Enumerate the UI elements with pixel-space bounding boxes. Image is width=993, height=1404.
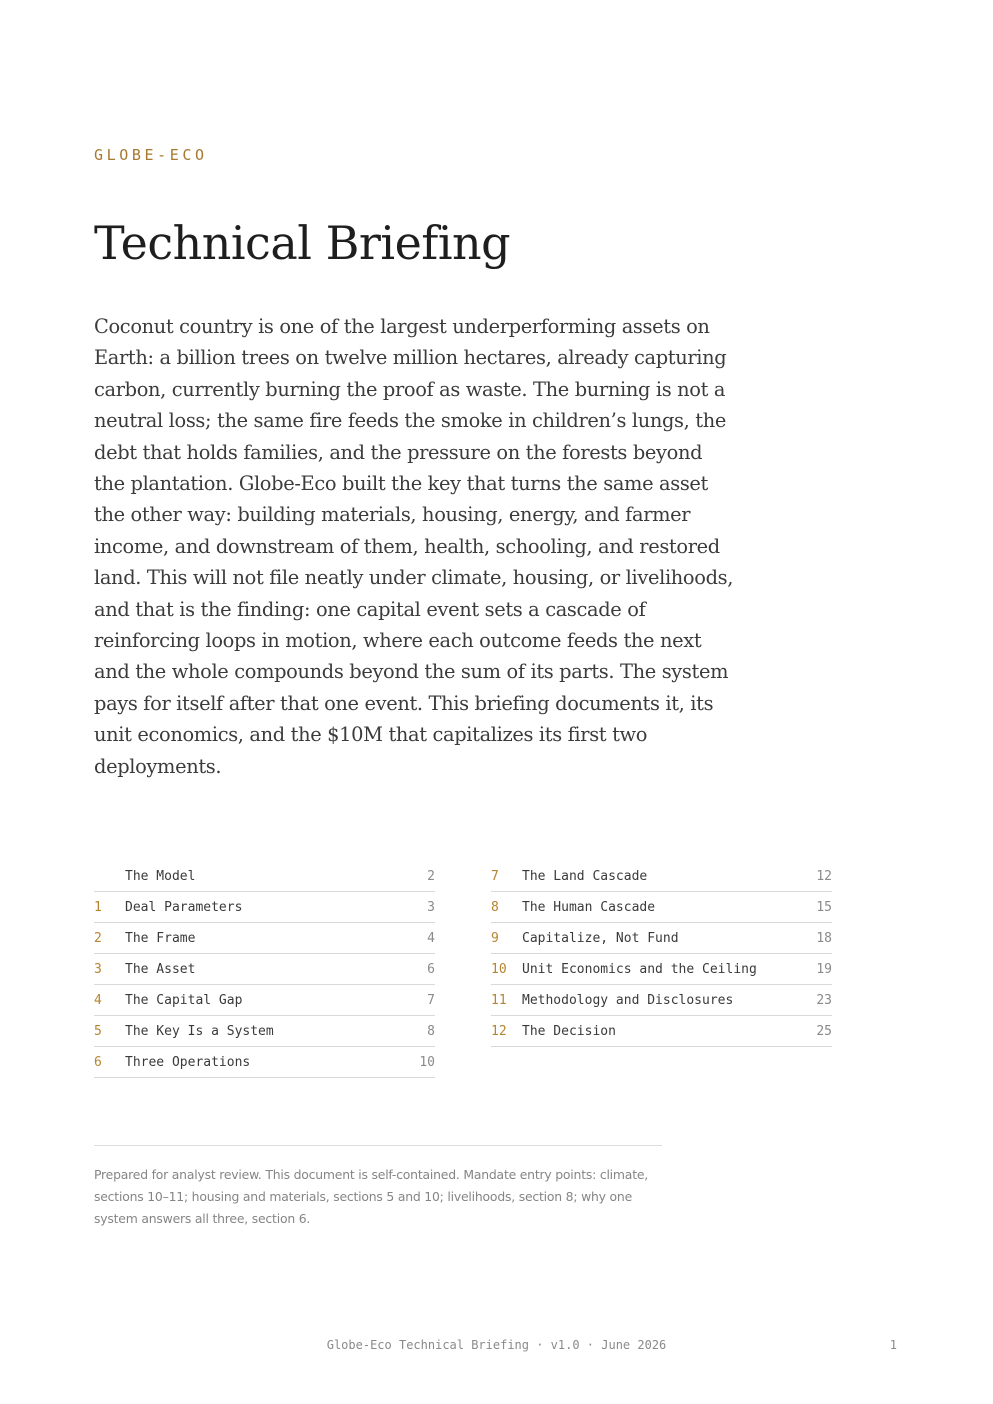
toc-entry-label: Three Operations: [125, 1054, 251, 1070]
toc-entry-label: Deal Parameters: [125, 899, 243, 915]
brand-label: GLOBE-ECO: [94, 146, 208, 164]
toc-entry-number: 4: [94, 992, 102, 1008]
toc-entry[interactable]: [94, 954, 435, 985]
toc-entry[interactable]: [491, 861, 832, 892]
toc-entry-label: The Frame: [125, 930, 196, 946]
toc-entry-number: 9: [491, 930, 499, 946]
toc-entry-page: 18: [816, 930, 832, 946]
toc-entry-label: The Decision: [522, 1023, 616, 1039]
toc-entry-number: 1: [94, 899, 102, 915]
footer-text: Globe-Eco Technical Briefing · v1.0 · June 2026: [326, 1338, 667, 1352]
toc-left-column: [94, 861, 435, 1078]
toc-entry-label: Unit Economics and the Ceiling: [522, 961, 757, 977]
review-note: Prepared for analyst review. This document is self-contained. Mandate entry points: climate, sections 10–11; housing and materials, sections 5 and 10; livelihoods, section 8; why one system answers all three, section 6.: [94, 1167, 649, 1226]
toc-entry-label: The Land Cascade: [522, 868, 648, 884]
toc-entry-number: 3: [94, 961, 102, 977]
toc-entry[interactable]: [94, 861, 435, 892]
toc-entry-label: The Capital Gap: [125, 992, 243, 1008]
toc-entry[interactable]: [491, 892, 832, 923]
toc-entry-label: The Key Is a System: [125, 1023, 274, 1039]
toc-entry-page: 8: [427, 1023, 435, 1039]
toc-entry-page: 23: [816, 992, 832, 1008]
toc-entry[interactable]: [491, 954, 832, 985]
toc-entry[interactable]: [94, 1016, 435, 1047]
toc-entry-page: 25: [816, 1023, 832, 1039]
toc-entry[interactable]: [491, 1016, 832, 1047]
toc-entry-page: 2: [427, 868, 435, 884]
toc-entry-label: Capitalize, Not Fund: [522, 930, 679, 946]
toc-entry-number: 6: [94, 1054, 102, 1070]
toc-entry-label: The Asset: [125, 961, 196, 977]
toc-entry-number: 7: [491, 868, 499, 884]
toc-entry-page: 6: [427, 961, 435, 977]
toc-entry-number: 10: [491, 961, 507, 977]
toc-entry-number: 11: [491, 992, 507, 1008]
page-title: Technical Briefing: [94, 216, 511, 270]
page-number: 1: [889, 1338, 897, 1352]
toc-entry[interactable]: [491, 985, 832, 1016]
toc-entry-number: 5: [94, 1023, 102, 1039]
toc-entry-page: 4: [427, 930, 435, 946]
toc-entry-label: Methodology and Disclosures: [522, 992, 734, 1008]
toc-right-column: [491, 861, 832, 1047]
toc-entry[interactable]: [94, 923, 435, 954]
toc-entry-number: 12: [491, 1023, 507, 1039]
toc-entry-number: 8: [491, 899, 499, 915]
toc-entry[interactable]: [94, 892, 435, 923]
intro-paragraph: Coconut country is one of the largest underperforming assets on Earth: a billion trees on twelve million hectares, already capturing carbon, currently burning the proof as waste. The burning is not a neutral loss; the same fire feeds the smoke in children’s lungs, the debt that holds families, and the pressure on the forests beyond the plantation. Globe-Eco built the key that turns the same asset the other way: building materials, housing, energy, and farmer income, and downstream of them, health, schooling, and restored land. This will not file neatly under climate, housing, or livelihoods, and that is the finding: one capital event sets a cascade of reinforcing loops in motion, where each outcome feeds the next and the whole compounds beyond the sum of its parts. The system pays for itself after that one event. This briefing documents it, its unit economics, and the $10M that capitalizes its first two deployments.: [94, 315, 734, 778]
toc-entry-page: 10: [419, 1054, 435, 1070]
toc-entry-label: The Human Cascade: [522, 899, 656, 915]
toc-entry[interactable]: [94, 985, 435, 1016]
toc-entry-label: The Model: [125, 868, 196, 884]
toc-entry-number: 2: [94, 930, 102, 946]
toc-entry[interactable]: [94, 1047, 435, 1078]
toc-entry-page: 19: [816, 961, 832, 977]
divider: [94, 1145, 662, 1146]
toc-entry-page: 7: [427, 992, 435, 1008]
toc-entry-page: 3: [427, 899, 435, 915]
toc-entry[interactable]: [491, 923, 832, 954]
toc-entry-page: 12: [816, 868, 832, 884]
toc-entry-page: 15: [816, 899, 832, 915]
